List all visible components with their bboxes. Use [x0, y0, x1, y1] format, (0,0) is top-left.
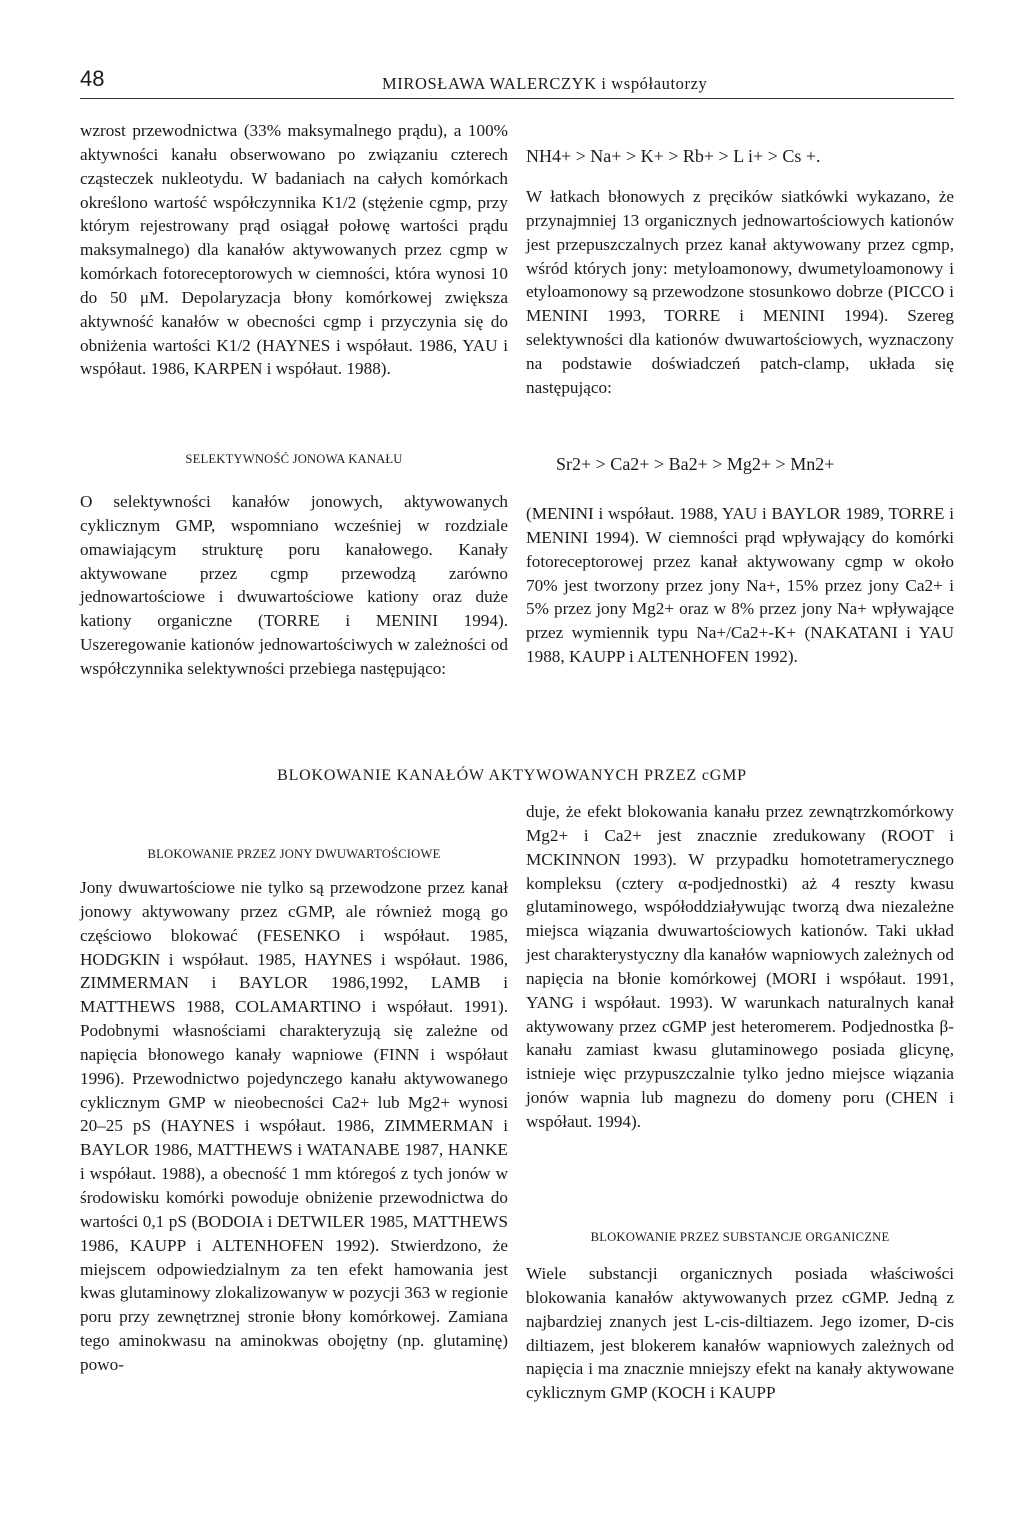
left-subheading-wrap	[80, 452, 508, 467]
section-heading-organic-block: BLOKOWANIE PRZEZ SUBSTANCJE ORGANICZNE	[590, 1230, 890, 1244]
running-head-authors: MIROSŁAWA WALERCZYK i współautorzy	[382, 74, 708, 93]
left-column-top	[80, 119, 508, 381]
paragraph-divalent-block: Jony dwuwartościowe nie tylko są przewodzone przez kanał jonowy aktywowany przez cGMP, ale również mogą go częściowo blokować (FESENKO i współaut. 1985, HODGKIN i współaut. 1985, HAYNES i współaut. 1986, ZIMMERMAN i BAYLOR 1986,1992, LAMB i MATTHEWS 1988, COLAMARTINO i współaut. 1991). Podobnymi własnościami charakteryzują się zależne od napięcia błonowego kanały wapniowe (FINN i współaut 1996). Przewodnictwo pojedynczego kanału aktywowanego cyklicznym GMP w nieobecności Ca2+ lub Mg2+ wynosi 20–25 pS (HAYNES i współaut. 1986, ZIMMERMAN i BAYLOR 1986, MATTHEWS i WATANABE 1987, HANKE i współaut. 1988), a obecność 1 mm któregoś z tych jonów w środowisku komórki powoduje obniżenie przewodnictwa do wartości 0,1 pS (BODOIA i DETWILER 1985, MATTHEWS 1986, KAUPP i ALTENHOFEN 1992). Stwierdzono, że miejscem odpowiedzialnym za ten efekt hamowania jest kwas glutaminowy zlokalizowanyw w pozycji 363 w regionie poru przy zewnętrznej stronie błony komórkowej. Zamiana tego aminokwasu na aminokwas obojętny (np. glutaminę) powo-	[80, 878, 508, 1374]
right-subheading-wrap	[526, 1230, 954, 1245]
right-column-continuation	[526, 800, 954, 1134]
right-column-top	[526, 185, 954, 400]
left-column-selectivity	[80, 490, 508, 681]
ion-series-divalent-wrap	[526, 454, 984, 475]
ion-series-monovalent: NH4+ > Na+ > K+ > Rb+ > L i+ > Cs +.	[526, 146, 821, 166]
ion-series-divalent: Sr2+ > Ca2+ > Ba2+ > Mg2+ > Mn2+	[556, 454, 835, 474]
right-column-current	[526, 502, 954, 669]
left-column-divalent	[80, 876, 508, 1377]
paragraph-selectivity: O selektywności kanałów jonowych, aktywowanych cyklicznym GMP, wspomniano wcześniej w rozdziale omawiającym strukturę poru kanałowego. Kanały aktywowane przez cgmp przewodzą zarówno jednowartościowe i dwuwartościowe kationy oraz duże kationy organiczne (TORRE i MENINI 1994). Uszeregowanie kationów jednowartościwych w zależności od współczynnika selektywności przebiega następująco:	[80, 492, 508, 678]
right-column-organic	[526, 1262, 954, 1405]
paragraph-organic-cations: W łatkach błonowych z pręcików siatkówki wykazano, że przynajmniej 13 organicznych jednowartościowych kationów jest przepuszczalnych przez kanał aktywowany przez cgmp, wśród których jony: metyloamonowy, dwumetyloamonowy i etyloamonowy są przewodzone stosunkowo dobrze (PICCO i MENINI 1993, TORRE i MENINI 1994). Szereg selektywności dla kationów dwuwartościowych, wyznaczony na podstawie doświadczeń patch-clamp, układa się następująco:	[526, 187, 954, 397]
left-subheading2-wrap	[80, 847, 508, 862]
main-section-heading: BLOKOWANIE KANAŁÓW AKTYWOWANYCH PRZEZ cGMP	[277, 767, 747, 784]
paragraph-organic-block: Wiele substancji organicznych posiada właściwości blokowania kanałów aktywowanych przez cGMP. Jedną z najbardziej znanych jest L-cis-diltiazem. Jego izomer, D-cis diltiazem, jest blokerem kanałów wapniowych zależnych od napięcia i ma znacznie mniejszy efekt na kanały aktywowane cyklicznym GMP (KOCH i KAUPP	[526, 1264, 954, 1403]
ion-series-monovalent-wrap	[526, 146, 954, 167]
paragraph-glutamate-site: duje, że efekt blokowania kanału przez zewnątrzkomórkowy Mg2+ i Ca2+ jest znacznie zredukowany (ROOT i MCKINNON 1993). W przypadku homotetramerycznego kompleksu (cztery α-podjednostki) aż 4 reszty kwasu glutaminowego, współoddziaływując tworzą dwa niezależne miejsca wiązania dwuwartościowych kationów. Taki układ jest charakterystyczny dla kanałów wapniowych zależnych od napięcia na błonie komórkowej (MORI i współaut. 1991, YANG i współaut. 1993). W warunkach naturalnych kanał aktywowany przez cGMP jest heteromerem. Podjednostka β-kanału zamiast kwasu glutaminowego posiada glicynę, istnieje więc przypuszczalnie tylko jedno miejsce wiązania jonów wapnia lub magnezu do domeny poru (CHEN i współaut. 1994).	[526, 802, 954, 1131]
page-number: 48	[80, 66, 105, 91]
section-heading-divalent-block: BLOKOWANIE PRZEZ JONY DWUWARTOŚCIOWE	[147, 847, 441, 861]
running-header	[80, 64, 954, 99]
paragraph-dark-current: (MENINI i współaut. 1988, YAU i BAYLOR 1989, TORRE i MENINI 1994). W ciemności prąd wpływający do komórki fotoreceptorowej przez kanał aktywowany cgmp w około 70% jest tworzony przez jony Na+, 15% przez jony Ca2+ i 5% przez jony Mg2+ oraz w 8% przez jony Na+ wpływające przez wymiennik typu Na+/Ca2+-K+ (NAKATANI i YAU 1988, KAUPP i ALTENHOFEN 1992).	[526, 504, 954, 667]
paragraph-nucleotide: wzrost przewodnictwa (33% maksymalnego prądu), a 100% aktywności kanału obserwowano po związaniu czterech cząsteczek nukleotydu. W badaniach na całych komórkach określono wartość współczynnika K1/2 (stężenie cgmp, przy którym rejestrowany prąd osiągał połowę wartości prądu maksymalnego) dla kanałów aktywowanych przez cgmp w komórkach fotoreceptorowych w ciemności, która wynosi 10 do 50 μM. Depolaryzacja błony komórkowej zwiększa aktywność kanałów w obecności cgmp i przyczynia się do obniżenia wartości K1/2 (HAYNES i współaut. 1986, YAU i współaut. 1986, KARPEN i współaut. 1988).	[80, 121, 508, 379]
section-heading-selectivity: SELEKTYWNOŚĆ JONOWA KANAŁU	[185, 452, 403, 466]
